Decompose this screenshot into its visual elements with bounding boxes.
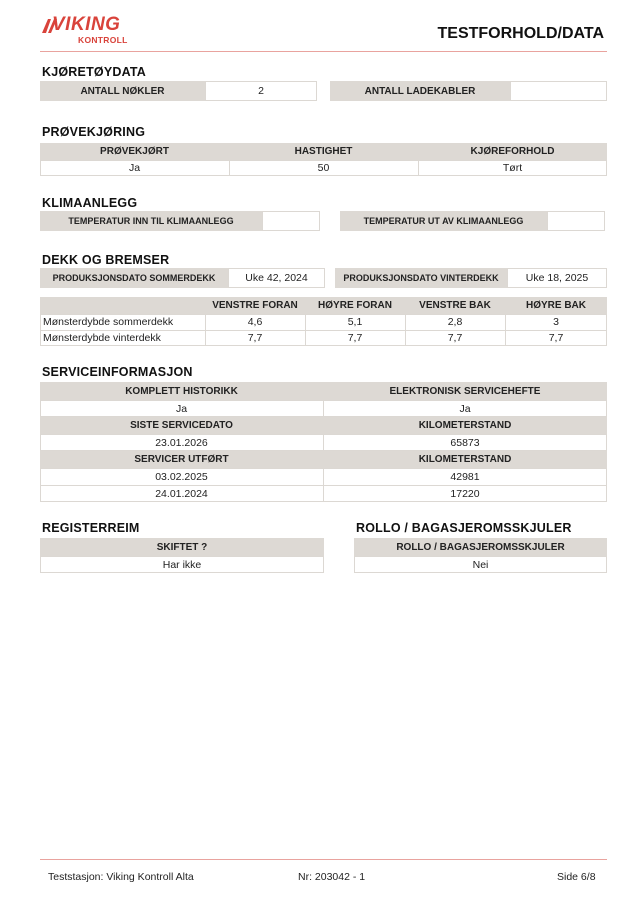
- tire-row-value: 7,7: [447, 332, 463, 344]
- tire-row-value: 7,7: [347, 332, 363, 344]
- winter-tire-date-label: PRODUKSJONSDATO VINTERDEKK: [335, 268, 507, 288]
- service-done-date: 24.01.2024: [155, 487, 208, 500]
- summer-tire-date-value: Uke 42, 2024: [228, 268, 325, 288]
- section-title-cargo-cover: ROLLO / BAGASJEROMSSKJULER: [356, 521, 572, 535]
- logo: [40, 14, 140, 48]
- footer-divider: [40, 859, 607, 860]
- climate-out-value: [547, 211, 605, 231]
- timing-belt-value: Har ikke: [40, 556, 324, 573]
- winter-tire-date-value: Uke 18, 2025: [507, 268, 607, 288]
- summer-tire-date-label: PRODUKSJONSDATO SOMMERDEKK: [40, 268, 228, 288]
- full-history-label: KOMPLETT HISTORIKK: [125, 385, 238, 397]
- testdrive-conditions-value: Tørt: [502, 162, 523, 174]
- testdrive-speed-value: 50: [317, 162, 330, 174]
- keys-value: 2: [205, 81, 317, 101]
- logo-text: VIKING: [52, 14, 121, 35]
- service-done-km: 42981: [450, 470, 480, 483]
- last-service-date-label: SISTE SERVICEDATO: [130, 420, 233, 431]
- cargo-cover-value: Nei: [354, 556, 607, 573]
- header-divider: [40, 51, 607, 52]
- tire-col-right-rear: HØYRE BAK: [525, 300, 586, 311]
- tire-col-left-rear: VENSTRE BAK: [419, 300, 491, 311]
- climate-in-label: TEMPERATUR INN TIL KLIMAANLEGG: [40, 211, 262, 231]
- page-title: TESTFORHOLD/DATA: [437, 25, 604, 42]
- cargo-cover-label: ROLLO / BAGASJEROMSSKJULER: [354, 538, 607, 556]
- e-servicebook-label: ELEKTRONISK SERVICEHEFTE: [389, 385, 541, 397]
- cables-value: [510, 81, 607, 101]
- section-title-tires: DEKK OG BREMSER: [42, 253, 170, 267]
- e-servicebook-value: Ja: [459, 402, 471, 415]
- section-title-climate: KLIMAANLEGG: [42, 196, 138, 210]
- testdrive-driven-value: Ja: [128, 162, 141, 174]
- footer-station: Teststasjon: Viking Kontroll Alta: [48, 871, 194, 883]
- tire-row-value: 3: [553, 316, 559, 328]
- tire-col-left-front: VENSTRE FORAN: [212, 300, 298, 311]
- service-done-date: 03.02.2025: [155, 470, 208, 483]
- full-history-value: Ja: [175, 402, 188, 415]
- last-service-km-value: 65873: [450, 436, 480, 449]
- services-done-label: SERVICER UTFØRT: [134, 454, 229, 465]
- last-service-km-label: KILOMETERSTAND: [418, 420, 512, 431]
- section-title-service: SERVICEINFORMASJON: [42, 365, 193, 379]
- section-title-testdrive: PRØVEKJØRING: [42, 125, 146, 139]
- section-title-timing-belt: REGISTERREIM: [42, 521, 140, 535]
- climate-in-value: [262, 211, 320, 231]
- tire-row-value: 5,1: [347, 316, 363, 328]
- tire-row-value: 7,7: [548, 332, 564, 344]
- keys-label: ANTALL NØKLER: [40, 81, 205, 101]
- section-title-vehicle: KJØRETØYDATA: [42, 65, 147, 79]
- footer-number: Nr: 203042 - 1: [298, 871, 366, 883]
- climate-out-label: TEMPERATUR UT AV KLIMAANLEGG: [340, 211, 547, 231]
- timing-belt-label: SKIFTET ?: [40, 538, 324, 556]
- services-done-km-label: KILOMETERSTAND: [418, 454, 512, 465]
- tire-col-right-front: HØYRE FORAN: [318, 300, 392, 311]
- tire-row-label: Mønsterdybde vinterdekk: [43, 332, 161, 344]
- tire-row-value: 2,8: [447, 316, 463, 328]
- cables-label: ANTALL LADEKABLER: [330, 81, 510, 101]
- tire-row-label: Mønsterdybde sommerdekk: [43, 316, 174, 328]
- tire-row-value: 4,6: [247, 316, 263, 328]
- testdrive-col-driven: PRØVEKJØRT: [100, 146, 169, 157]
- logo-subtext: KONTROLL: [78, 35, 128, 45]
- service-done-km: 17220: [450, 487, 480, 500]
- tire-row-value: 7,7: [247, 332, 263, 344]
- last-service-date-value: 23.01.2026: [155, 436, 208, 449]
- testdrive-col-speed: HASTIGHET: [294, 146, 353, 157]
- testdrive-col-conditions: KJØREFORHOLD: [470, 146, 555, 157]
- footer-page: Side 6/8: [557, 871, 596, 883]
